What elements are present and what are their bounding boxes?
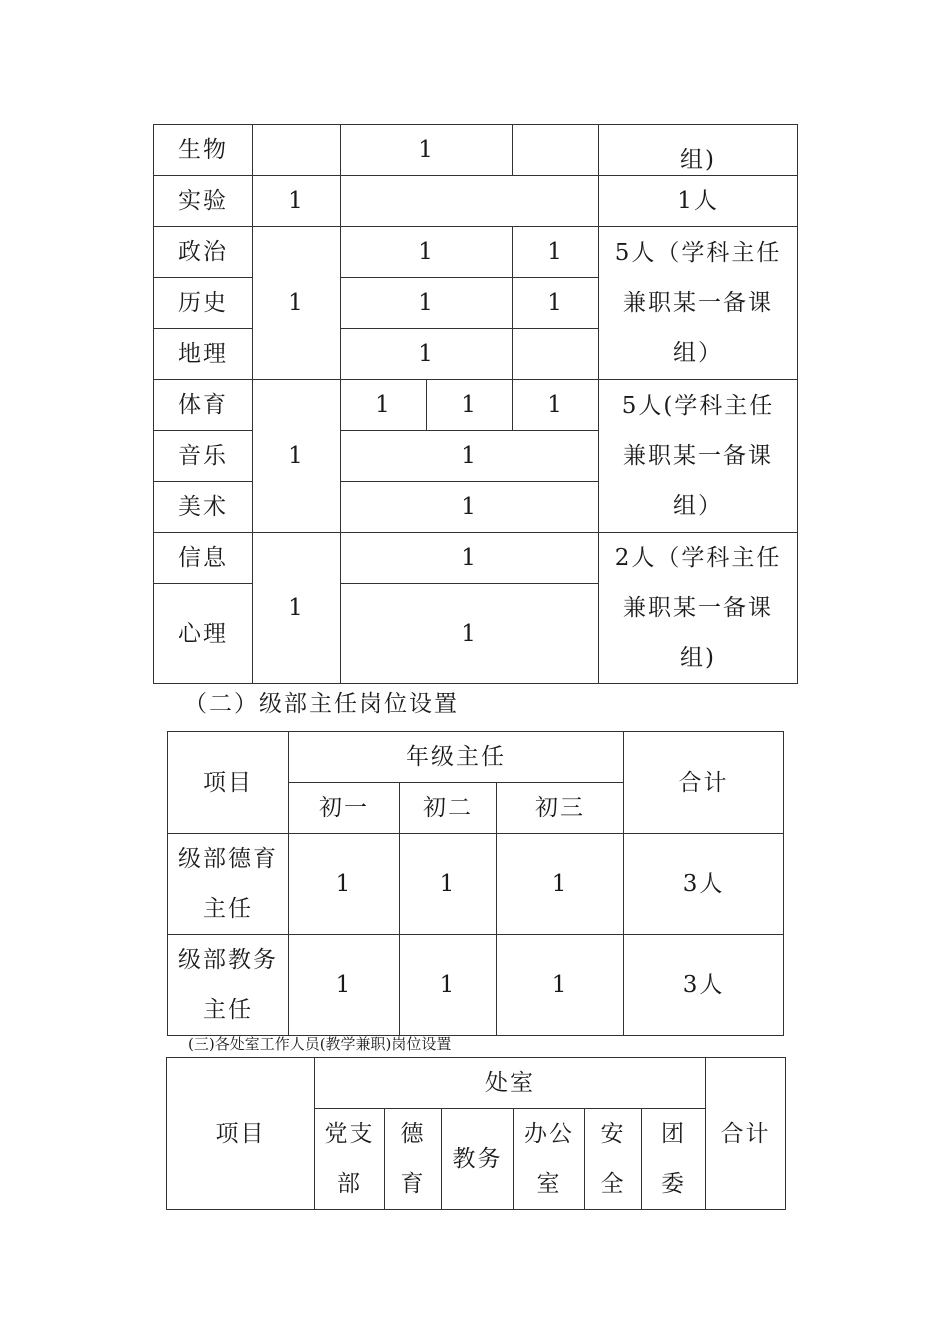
empty-cell (513, 125, 599, 176)
office-label-line: 育 (400, 1171, 426, 1197)
value-cell: 1 (513, 380, 599, 431)
table-row (168, 935, 784, 1036)
table-row (168, 834, 784, 935)
value-cell: 1 (253, 380, 341, 533)
value-cell: 1 (253, 533, 341, 684)
value-cell: 1 (513, 227, 599, 278)
row-label-line: 级部教务 (178, 947, 278, 973)
row-label (168, 935, 289, 1036)
subject-cell: 心理 (154, 584, 253, 684)
note-line: 组） (673, 493, 724, 519)
value-cell: 1 (341, 227, 513, 278)
value-cell: 1 (341, 584, 599, 684)
value-cell: 1 (400, 935, 497, 1036)
value-cell: 1 (513, 278, 599, 329)
section-heading-2: （二）级部主任岗位设置 (184, 691, 459, 717)
office-label-line: 教务 (452, 1146, 503, 1172)
office-label-line: 德 (400, 1121, 426, 1147)
grade-header: 年级主任 (289, 732, 624, 783)
office-label-line: 室 (536, 1171, 562, 1197)
value-cell: 1 (341, 125, 513, 176)
subject-cell: 信息 (154, 533, 253, 584)
grade-label: 初二 (400, 783, 497, 834)
subject-staffing-table (153, 124, 798, 684)
subject-cell: 美术 (154, 482, 253, 533)
subject-cell: 实验 (154, 176, 253, 227)
value-cell: 1 (341, 380, 427, 431)
office-header: 处室 (315, 1058, 706, 1109)
office-label (442, 1109, 514, 1210)
grade-label: 初一 (289, 783, 400, 834)
office-label-line: 全 (600, 1171, 626, 1197)
value-cell: 1 (289, 935, 400, 1036)
total-cell: 3人 (624, 834, 784, 935)
empty-cell (513, 329, 599, 380)
note-cell (599, 125, 798, 176)
note-cell (599, 227, 798, 380)
value-cell: 1 (427, 380, 513, 431)
subject-cell: 历史 (154, 278, 253, 329)
row-label (168, 834, 289, 935)
note-cell (599, 533, 798, 684)
row-label-line: 主任 (203, 997, 253, 1023)
note-line: 2人（学科主任 (614, 545, 782, 571)
note-fragment: 组) (680, 147, 716, 173)
office-staffing-table (166, 1057, 786, 1210)
grade-director-table (167, 731, 784, 1036)
grade-label: 初三 (497, 783, 624, 834)
total-header: 合计 (624, 732, 784, 834)
office-label (514, 1109, 585, 1210)
note-cell: 1人 (599, 176, 798, 227)
empty-cell (253, 125, 341, 176)
value-cell: 1 (289, 834, 400, 935)
value-cell: 1 (341, 329, 513, 380)
note-line: 5人(学科主任 (621, 393, 775, 419)
value-cell: 1 (497, 834, 624, 935)
note-line: 兼职某一备课 (623, 595, 774, 621)
note-line: 组） (673, 340, 724, 366)
office-label (315, 1109, 385, 1210)
subject-cell: 音乐 (154, 431, 253, 482)
value-cell: 1 (341, 431, 599, 482)
row-label-line: 主任 (203, 896, 253, 922)
row-label-line: 级部德育 (178, 846, 278, 872)
note-cell (599, 380, 798, 533)
item-header: 项目 (167, 1058, 315, 1210)
note-line: 兼职某一备课 (623, 290, 774, 316)
office-label-line: 委 (661, 1171, 686, 1197)
value-cell: 1 (341, 482, 599, 533)
section-heading-3: (三)各处室工作人员(教学兼职)岗位设置 (188, 1035, 452, 1053)
total-cell: 3人 (624, 935, 784, 1036)
note-line: 组) (680, 645, 716, 671)
value-cell: 1 (341, 278, 513, 329)
value-cell: 1 (400, 834, 497, 935)
note-line: 兼职某一备课 (623, 443, 774, 469)
empty-cell (341, 176, 599, 227)
subject-cell: 地理 (154, 329, 253, 380)
value-cell: 1 (341, 533, 599, 584)
note-line: 5人（学科主任 (614, 240, 782, 266)
office-label-line: 安 (600, 1121, 626, 1147)
total-header: 合计 (706, 1058, 786, 1210)
subject-cell: 体育 (154, 380, 253, 431)
office-label-line: 党支 (324, 1121, 375, 1147)
item-header: 项目 (168, 732, 289, 834)
office-label (585, 1109, 642, 1210)
office-label-line: 团 (661, 1121, 686, 1147)
value-cell: 1 (253, 227, 341, 380)
office-label-line: 部 (337, 1171, 362, 1197)
value-cell: 1 (497, 935, 624, 1036)
office-label (642, 1109, 706, 1210)
subject-cell: 政治 (154, 227, 253, 278)
subject-cell: 生物 (154, 125, 253, 176)
office-label-line: 办公 (524, 1121, 574, 1147)
value-cell: 1 (253, 176, 341, 227)
office-label (385, 1109, 442, 1210)
